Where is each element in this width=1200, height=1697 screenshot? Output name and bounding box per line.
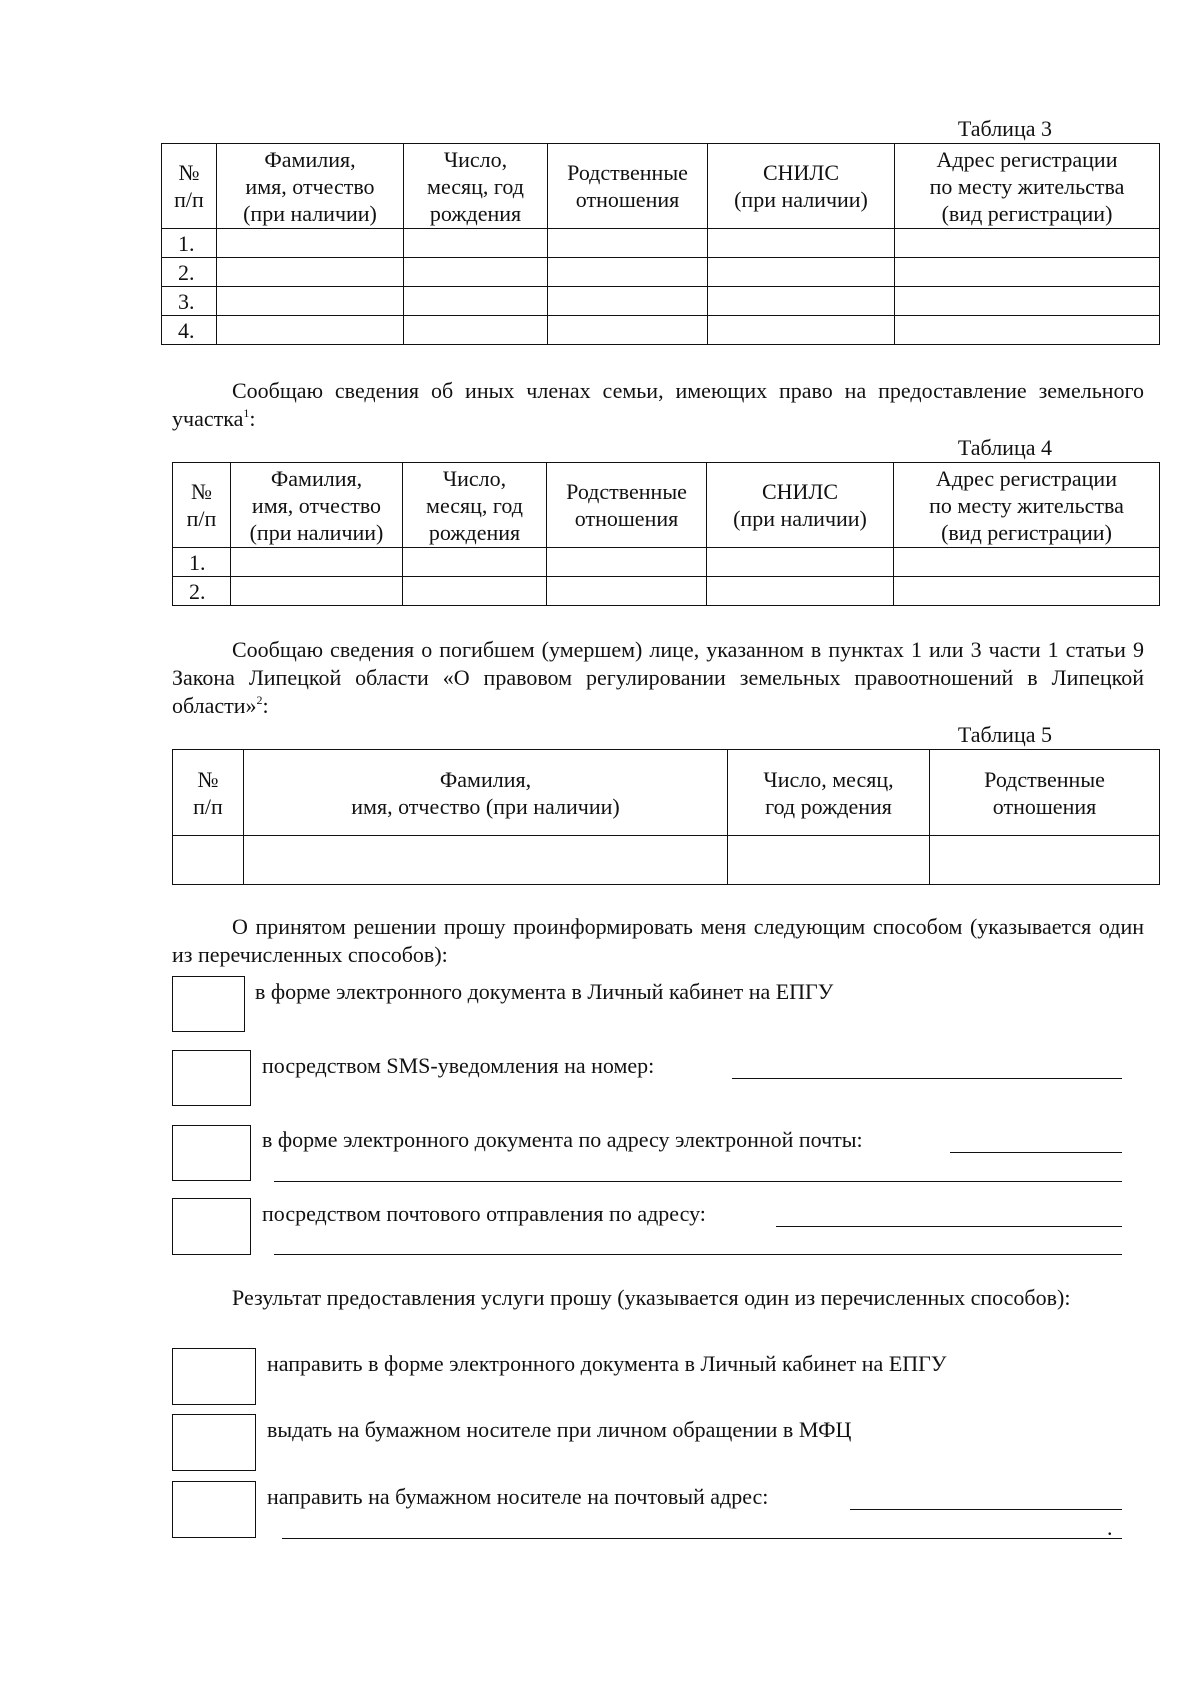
header-text-line: СНИЛС: [762, 160, 840, 185]
header-text-line: п/п: [174, 187, 204, 212]
table-cell[interactable]: [895, 229, 1160, 258]
row-number: 2.: [173, 577, 231, 606]
table-cell[interactable]: [217, 316, 404, 345]
table5-header-cell: [244, 750, 728, 836]
header-text-line: СНИЛС: [761, 479, 839, 504]
paragraph-text: Результат предоставления услуги прошу (указывается один из перечисленных способов):: [232, 1285, 1071, 1310]
header-text-line: Родственные: [984, 766, 1105, 792]
table-cell[interactable]: [217, 258, 404, 287]
notify-option-epgu-label: в форме электронного документа в Личный кабинет на ЕПГУ: [255, 979, 834, 1004]
table-cell[interactable]: [548, 229, 708, 258]
result-option-mfc-label: выдать на бумажном носителе при личном обращении в МФЦ: [267, 1417, 852, 1442]
sms-number-line[interactable]: [732, 1078, 1122, 1079]
table-cell[interactable]: [895, 258, 1160, 287]
table-cell[interactable]: [895, 316, 1160, 345]
table3-caption: Таблица 3: [957, 116, 1052, 141]
table4-caption: Таблица 4: [957, 435, 1052, 460]
table-cell[interactable]: [707, 548, 894, 577]
result-option-post-label: направить на бумажном носителе на почтовый адрес:: [267, 1484, 769, 1509]
header-text-line: месяц, год: [427, 173, 524, 199]
result-post-address-line-2[interactable]: [282, 1538, 1122, 1539]
result-option-epgu-label: направить в форме электронного документа в Личный кабинет на ЕПГУ: [267, 1351, 947, 1376]
header-text-line: рождения: [428, 519, 521, 545]
table-cell[interactable]: [547, 577, 707, 606]
result-option-post-checkbox[interactable]: [172, 1481, 256, 1538]
header-text-line: имя, отчество (при наличии): [351, 793, 620, 819]
paragraph-text: О принятом решении прошу проинформировать меня следующим способом (указывается один из перечисленных способов):: [172, 914, 1144, 967]
table4: [172, 462, 1160, 606]
table3-header-cell: [217, 144, 404, 229]
table-cell[interactable]: [708, 258, 895, 287]
table5-header-cell: [173, 750, 244, 836]
table-cell[interactable]: [217, 287, 404, 316]
table4-header-cell: [231, 463, 403, 548]
row-number: 4.: [162, 316, 217, 345]
paragraph-text: Сообщаю сведения об иных членах семьи, имеющих право на предоставление земельного участка: [172, 378, 1144, 431]
paragraph-result-method: [172, 1284, 1144, 1312]
row-number: 1.: [162, 229, 217, 258]
table-cell[interactable]: [217, 229, 404, 258]
table4-header-cell: [707, 463, 894, 548]
table-cell[interactable]: [403, 577, 547, 606]
notify-option-sms-label: посредством SMS-уведомления на номер:: [262, 1053, 655, 1078]
row-number: 1.: [173, 548, 231, 577]
header-text-line: п/п: [186, 506, 217, 531]
notify-option-sms-checkbox[interactable]: [172, 1050, 251, 1106]
email-line[interactable]: [950, 1152, 1122, 1153]
header-text-line: Родственные: [567, 160, 688, 185]
table-cell[interactable]: [708, 316, 895, 345]
table-cell[interactable]: [707, 577, 894, 606]
table3-header-cell: [708, 144, 895, 229]
header-text-line: (вид регистрации): [941, 519, 1112, 545]
table-row: [173, 836, 1160, 885]
header-text-line: №: [197, 766, 219, 792]
header-text-line: имя, отчество: [251, 492, 382, 518]
table-cell[interactable]: [930, 836, 1160, 885]
notify-option-post-checkbox[interactable]: [172, 1198, 251, 1255]
header-text-line: Адрес регистрации: [936, 146, 1118, 172]
header-text-line: (при наличии): [734, 187, 868, 212]
table-cell[interactable]: [547, 548, 707, 577]
table3-header-row: [162, 144, 1160, 229]
header-text-line: отношения: [992, 793, 1097, 819]
table-row: [162, 229, 1160, 258]
table4-header-cell: [173, 463, 231, 548]
header-text-line: год рождения: [765, 793, 892, 819]
table-cell[interactable]: [404, 287, 548, 316]
header-text-line: №: [178, 160, 200, 185]
paragraph-other-family: [172, 377, 1144, 433]
header-text-line: Адрес регистрации: [936, 465, 1117, 491]
result-option-epgu-checkbox[interactable]: [172, 1348, 256, 1405]
post-address-line[interactable]: [776, 1226, 1122, 1227]
table4-header-row: [173, 463, 1160, 548]
header-text-line: (при наличии): [243, 200, 377, 226]
header-text-line: Число,: [443, 146, 508, 172]
header-text-line: (при наличии): [733, 506, 867, 531]
end-mark: .: [1107, 1515, 1113, 1540]
table3-header-cell: [895, 144, 1160, 229]
header-text-line: имя, отчество: [245, 173, 375, 199]
email-line-2[interactable]: [274, 1181, 1122, 1182]
table4-header-cell: [403, 463, 547, 548]
table-cell[interactable]: [244, 836, 728, 885]
table-cell[interactable]: [173, 836, 244, 885]
table5-header-cell: [930, 750, 1160, 836]
table-cell[interactable]: [894, 577, 1160, 606]
header-text-line: отношения: [574, 506, 679, 531]
header-text-line: п/п: [193, 793, 223, 819]
notify-option-post-label: посредством почтового отправления по адресу:: [262, 1201, 706, 1226]
table-cell[interactable]: [894, 548, 1160, 577]
notify-option-epgu-checkbox[interactable]: [172, 976, 245, 1032]
header-text-line: месяц, год: [426, 492, 523, 518]
header-text-line: Фамилия,: [439, 766, 532, 792]
table-cell[interactable]: [708, 287, 895, 316]
table-cell[interactable]: [231, 548, 403, 577]
table3: [161, 143, 1160, 345]
table5-caption: Таблица 5: [957, 722, 1052, 747]
table4-header-cell: [894, 463, 1160, 548]
header-text-line: (при наличии): [249, 519, 384, 545]
header-text-line: Число,: [442, 465, 507, 491]
paragraph-tail: :: [249, 406, 256, 431]
table5-header-row: [173, 750, 1160, 836]
header-text-line: Родственные: [566, 479, 687, 504]
table-cell[interactable]: [728, 836, 930, 885]
table-cell[interactable]: [231, 577, 403, 606]
table-cell[interactable]: [708, 229, 895, 258]
header-text-line: Число, месяц,: [763, 766, 894, 792]
table-row: [173, 577, 1160, 606]
table3-header-cell: [404, 144, 548, 229]
post-address-line-2[interactable]: [274, 1254, 1122, 1255]
footnote-marker: 1: [243, 406, 250, 420]
header-text-line: (вид регистрации): [941, 200, 1113, 226]
table-cell[interactable]: [895, 287, 1160, 316]
notify-option-email-checkbox[interactable]: [172, 1125, 251, 1181]
header-text-line: отношения: [575, 187, 680, 212]
result-option-mfc-checkbox[interactable]: [172, 1414, 256, 1471]
paragraph-notify-method: [172, 913, 1144, 969]
table3-header-cell: [548, 144, 708, 229]
header-text-line: №: [191, 479, 212, 504]
table-cell[interactable]: [404, 258, 548, 287]
footnote-marker: 2: [256, 693, 263, 707]
table-cell[interactable]: [403, 548, 547, 577]
row-number: 3.: [162, 287, 217, 316]
table-row: [162, 258, 1160, 287]
paragraph-deceased-person: [172, 636, 1144, 720]
header-text-line: Фамилия,: [264, 146, 356, 172]
table4-header-cell: [547, 463, 707, 548]
table-row: [173, 548, 1160, 577]
header-text-line: по месту жительства: [929, 173, 1125, 199]
header-text-line: Фамилия,: [270, 465, 363, 491]
table5-header-cell: [728, 750, 930, 836]
table-row: [162, 316, 1160, 345]
notify-option-email-label: в форме электронного документа по адресу электронной почты:: [262, 1127, 863, 1152]
table-cell[interactable]: [404, 229, 548, 258]
table-cell[interactable]: [548, 287, 708, 316]
header-text-line: рождения: [429, 200, 522, 226]
row-number: 2.: [162, 258, 217, 287]
header-text-line: по месту жительства: [929, 492, 1124, 518]
result-post-address-line[interactable]: [850, 1509, 1122, 1510]
table-cell[interactable]: [548, 316, 708, 345]
paragraph-tail: :: [262, 693, 269, 718]
table3-header-cell: [162, 144, 217, 229]
table5: [172, 749, 1160, 885]
table-cell[interactable]: [404, 316, 548, 345]
table-row: [162, 287, 1160, 316]
paragraph-text: Сообщаю сведения о погибшем (умершем) лице, указанном в пунктах 1 или 3 части 1 статьи 9 Закона Липецкой области «О правовом регулировании земельных правоотношений в Липецкой области»: [172, 637, 1144, 718]
table-cell[interactable]: [548, 258, 708, 287]
